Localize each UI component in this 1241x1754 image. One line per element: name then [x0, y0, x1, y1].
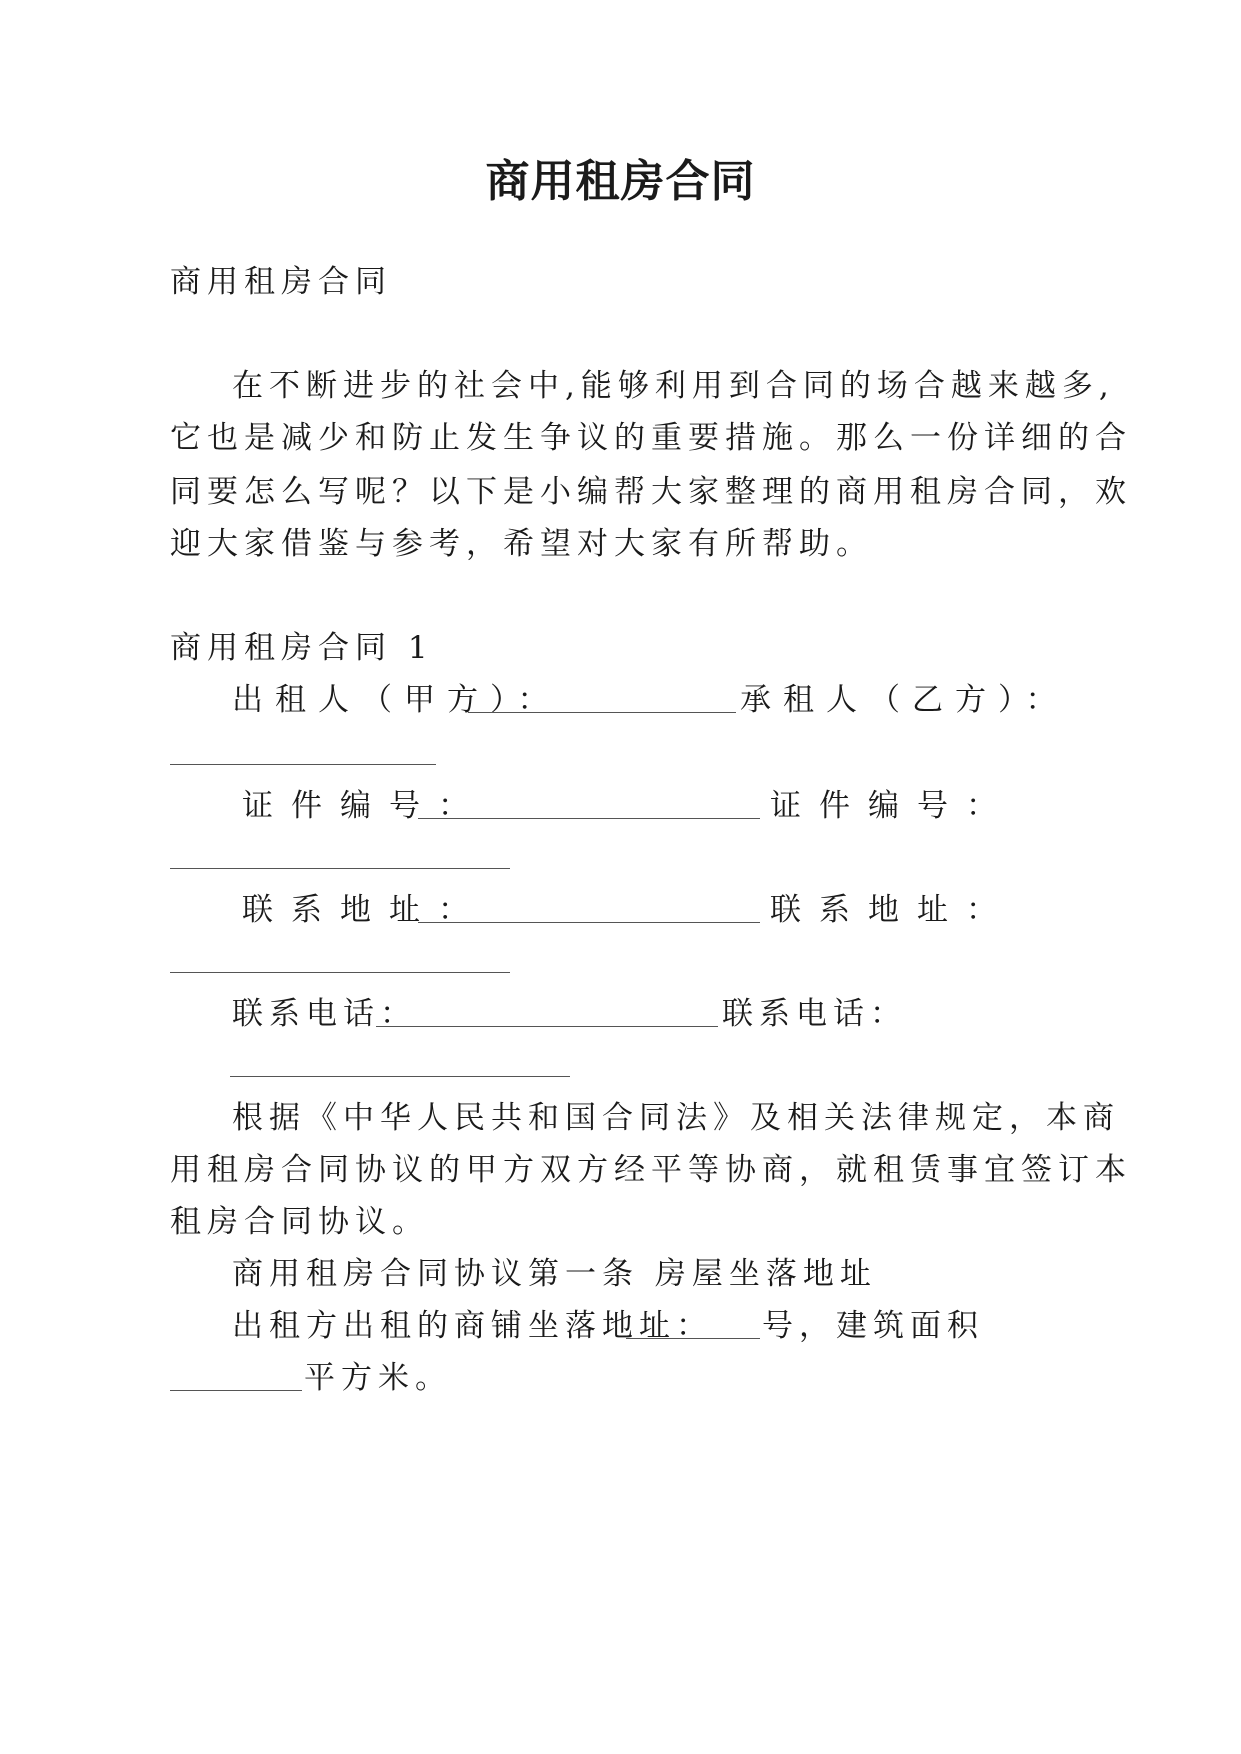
- article1-line1-a: 出租方出租的商铺坐落地址：: [232, 1308, 713, 1344]
- address-blank-b: [170, 972, 510, 973]
- phone-blank-b: [230, 1076, 570, 1077]
- intro-line-3: 同要怎么写呢？以下是小编帮大家整理的商用租房合同，欢: [170, 474, 1132, 510]
- intro-line-2: 它也是减少和防止发生争议的重要措施。那么一份详细的合: [170, 420, 1132, 456]
- address-label-b: 联系地址：: [770, 892, 1015, 928]
- area-blank: [170, 1390, 302, 1391]
- lessor-label: 出租人（甲方）：: [232, 682, 561, 718]
- article1-line2: 平方米。: [304, 1360, 452, 1396]
- basis-line-2: 用租房合同协议的甲方双方经平等协商，就租赁事宜签订本: [170, 1152, 1132, 1188]
- phone-label-a: 联系电话：: [232, 996, 417, 1032]
- subtitle: 商用租房合同: [170, 264, 392, 300]
- article1-line1-b: 号，建筑面积: [762, 1308, 984, 1344]
- basis-line-1: 根据《中华人民共和国合同法》及相关法律规定，本商: [232, 1100, 1120, 1136]
- intro-line-4: 迎大家借鉴与参考，希望对大家有所帮助。: [170, 526, 873, 562]
- id-label-a: 证件编号：: [242, 788, 487, 824]
- intro-line-1: 在不断进步的社会中,能够利用到合同的场合越来越多,: [232, 368, 1115, 404]
- document-title: 商用租房合同: [485, 156, 756, 207]
- lessee-blank: [170, 764, 436, 765]
- address-label-a: 联系地址：: [242, 892, 487, 928]
- section-heading: 商用租房合同 1: [170, 630, 434, 666]
- id-blank-b: [170, 868, 510, 869]
- basis-line-3: 租房合同协议。: [170, 1204, 429, 1240]
- lessor-blank: [468, 712, 736, 713]
- phone-blank-a: [376, 1026, 718, 1027]
- lessee-label: 承租人（乙方）：: [740, 682, 1069, 718]
- id-label-b: 证件编号：: [770, 788, 1015, 824]
- phone-label-b: 联系电话：: [722, 996, 907, 1032]
- article1-heading: 商用租房合同协议第一条 房屋坐落地址: [232, 1256, 877, 1292]
- address-number-blank: [626, 1338, 760, 1339]
- id-blank-a: [418, 818, 760, 819]
- address-blank-a: [418, 922, 760, 923]
